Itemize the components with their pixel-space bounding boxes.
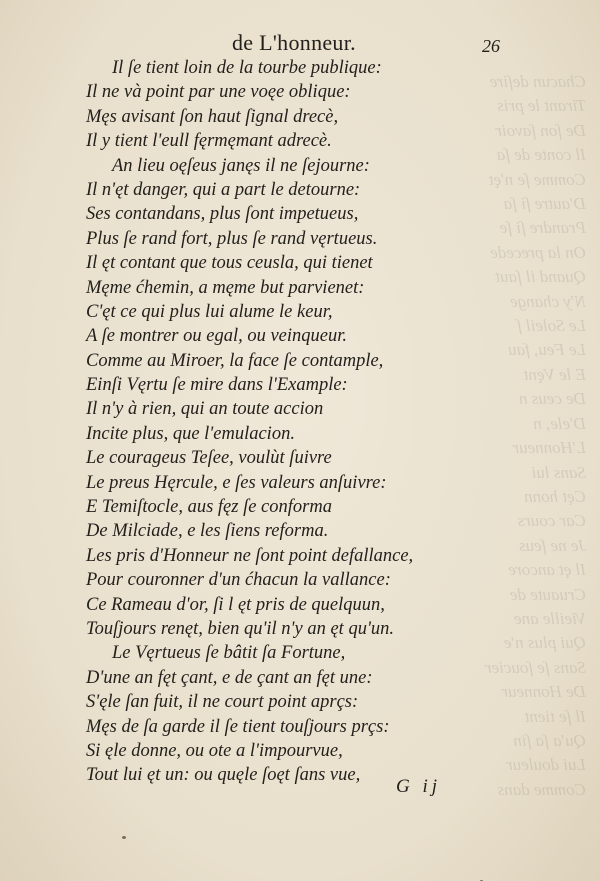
verse-line: Le Vęrtueus ſe bâtit ſa Fortune, [112, 643, 346, 664]
verse-line: D'une an fęt çant, e de çant an fęt une: [86, 667, 373, 688]
verse-line: Si ęle donne, ou ote a l'impourvue, [86, 740, 343, 761]
poem-text [0, 56, 600, 788]
verse-line: A ſe montrer ou egal, ou veinqueur. [86, 326, 348, 347]
verse-line: Le preus Hęrcule, e ſes valeurs anſuivre: [86, 472, 387, 493]
page-number: 26 [482, 36, 500, 56]
verse-line: Il ſe tient loin de la tourbe publique: [112, 58, 382, 78]
verse-line: S'ęle ſan fuit, il ne court point aprçs: [86, 692, 359, 713]
paper-speck [122, 836, 126, 839]
verse-line: Il n'ęt danger, qui a part le detourne: [86, 179, 361, 200]
verse-line: Incite plus, que l'emulacion. [86, 423, 295, 444]
verse-line: De Milciade, e les ſiens reforma. [86, 521, 329, 542]
verse-line: Ce Rameau d'or, ſi l ęt pris de quelquun, [86, 594, 385, 615]
verse-line: Męs de ſa garde il ſe tient touſjours prçs: [86, 716, 390, 737]
verse-line: An lieu oęſeus janęs il ne ſejourne: [112, 155, 370, 176]
verse-line: Les pris d'Honneur ne ſont point defallance, [86, 545, 414, 566]
bleed-through-text: Chacun deſire Tirant le pris De ſon ſavoir Il conte de ſa Comme ſe n'ęt D'autre ſi ſa Prandre ſi ſe On la precede Quand il ſaut N'y change Le Soleil ſ Le Feu, fau E le Vęnt De ceus n D'ele, n L'Honneur Sans lui Cęt honn Car cours Je ne ſeus Il ęt ancore Cruaute de Vieille ane Qui plus n'e Sans ſe ſoucier De Honneur Il ſe tient Qu'a ſa ſin Lui douleur Comme dans [484, 72, 586, 799]
verse-line: Il n'y à rien, qui an toute accion [86, 399, 324, 420]
verse-line: Il y tient l'eull fęrmęmant adrecè. [86, 131, 332, 152]
verse-line: C'ęt ce qui plus lui alume le keur, [86, 301, 333, 322]
verse-line: Il ne và point par une voęe oblique: [86, 82, 351, 103]
verse-line: Męme ćhemin, a męme but parvienet: [86, 277, 365, 298]
verse-line: Touſjours renęt, bien qu'il n'y an ęt qu'un. [86, 618, 395, 639]
signature-mark: G ij [396, 776, 442, 797]
verse-line: Le courageus Teſee, voulùt ſuivre [86, 448, 332, 469]
verse-line: Ses contandans, plus ſont impetueus, [86, 204, 359, 225]
verse-line: Pour couronner d'un ćhacun la vallance: [86, 570, 391, 591]
verse-line: Einſi Vęrtu ſe mire dans l'Example: [86, 375, 348, 396]
running-title: de L'honneur. [232, 30, 356, 55]
verse-line: Comme au Miroer, la face ſe contample, [86, 350, 384, 371]
verse-line: Il ęt contant que tous ceusla, qui tienet [86, 253, 373, 274]
verse-line: Tout lui ęt un: ou quęle ſoęt ſans vue, [86, 765, 361, 786]
verse-line: Męs avisant ſon haut ſignal drecè, [86, 106, 339, 127]
verse-line: E Temiſtocle, aus fęz ſe conforma [86, 497, 332, 518]
verse-line: Plus ſe rand fort, plus ſe rand vęrtueus. [86, 228, 378, 249]
